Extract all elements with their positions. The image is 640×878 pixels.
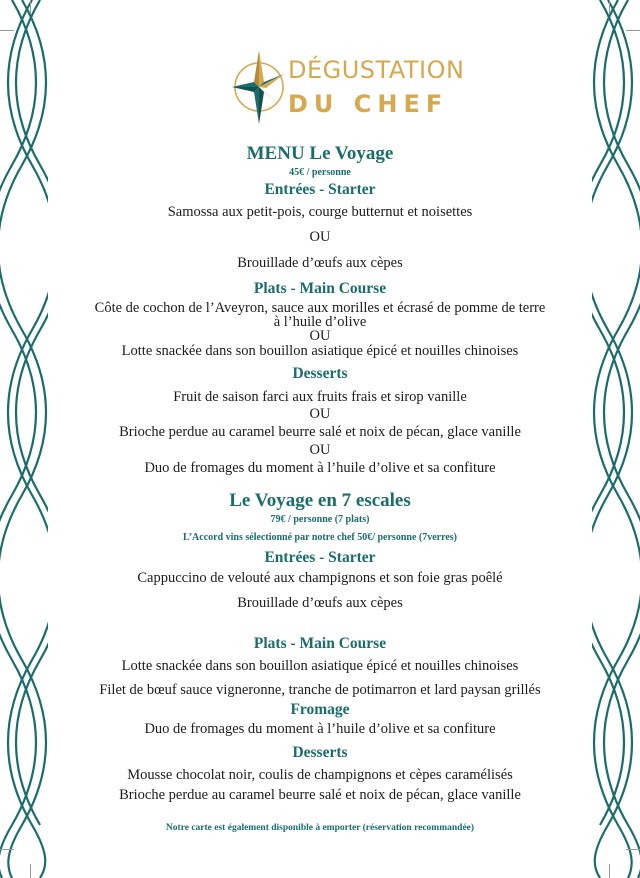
menu1-starter-1: Samossa aux petit-pois, courge butternut et noisettes bbox=[167, 204, 473, 220]
menu2-cheese-item: Duo de fromages du moment à l’huile d’olive et sa confiture bbox=[144, 721, 496, 737]
crop-mark bbox=[626, 30, 640, 31]
compass-rose-icon bbox=[232, 44, 286, 130]
menu2-starter-1: Cappuccino de velouté aux champignons et son foie gras poêlé bbox=[137, 570, 503, 586]
crop-mark bbox=[626, 849, 640, 850]
menu1-main-1-line-2: à l’huile d’olive bbox=[273, 314, 367, 330]
menu2-starter-2: Brouillade d’œufs aux cèpes bbox=[237, 595, 403, 611]
menu2-title: Le Voyage en 7 escales bbox=[229, 490, 411, 511]
left-wave-border bbox=[0, 0, 48, 878]
menu1-main-1-line-1: Côte de cochon de l’Aveyron, sauce aux morilles et écrasé de pomme de terre bbox=[94, 300, 546, 316]
menu1-title: MENU Le Voyage bbox=[246, 143, 394, 164]
logo-line-1: DÉGUSTATION bbox=[288, 56, 465, 84]
menu1-starter-2: Brouillade d’œufs aux cèpes bbox=[237, 255, 403, 271]
menu2-cheese-heading: Fromage bbox=[290, 701, 350, 718]
menu1-starters-or: OU bbox=[309, 229, 331, 245]
menu1-main-2: Lotte snackée dans son bouillon asiatique épicé et nouilles chinoises bbox=[121, 343, 519, 359]
menu1-desserts-heading: Desserts bbox=[292, 365, 348, 382]
menu1-desserts-or-1: OU bbox=[309, 406, 331, 422]
menu1-price: 45€ / personne bbox=[289, 167, 351, 178]
menu1-dessert-1: Fruit de saison farci aux fruits frais et sirop vanille bbox=[173, 389, 467, 405]
logo-line-2: DU CHEF bbox=[288, 90, 449, 118]
crop-mark bbox=[30, 864, 31, 878]
crop-mark bbox=[609, 0, 610, 14]
crop-mark bbox=[0, 849, 14, 850]
menu1-dessert-2: Brioche perdue au caramel beurre salé et noix de pécan, glace vanille bbox=[119, 424, 521, 440]
menu1-mains-heading: Plats - Main Course bbox=[253, 280, 387, 297]
right-wave-border bbox=[592, 0, 640, 878]
menu2-main-2: Filet de bœuf sauce vigneronne, tranche de potimarron et lard paysan grillés bbox=[99, 682, 541, 698]
menu2-starters-heading: Entrées - Starter bbox=[264, 549, 376, 566]
menu1-mains-or: OU bbox=[309, 328, 331, 344]
menu2-desserts-heading: Desserts bbox=[292, 744, 348, 761]
menu2-main-1: Lotte snackée dans son bouillon asiatique épicé et nouilles chinoises bbox=[121, 658, 519, 674]
crop-mark bbox=[0, 30, 14, 31]
crop-mark bbox=[609, 864, 610, 878]
menu1-desserts-or-2: OU bbox=[309, 442, 331, 458]
menu2-wine-pairing: L’Accord vins sélectionné par notre chef 50€/ personne (7verres) bbox=[182, 532, 458, 543]
menu2-mains-heading: Plats - Main Course bbox=[253, 635, 387, 652]
menu2-dessert-1: Mousse chocolat noir, coulis de champignons et cèpes caramélisés bbox=[127, 767, 513, 783]
menu1-dessert-3: Duo de fromages du moment à l’huile d’olive et sa confiture bbox=[144, 460, 496, 476]
crop-mark bbox=[30, 0, 31, 14]
logo bbox=[232, 44, 465, 130]
menu1-starters-heading: Entrées - Starter bbox=[264, 181, 376, 198]
menu2-dessert-2: Brioche perdue au caramel beurre salé et noix de pécan, glace vanille bbox=[119, 787, 521, 803]
menu2-price: 79€ / personne (7 plats) bbox=[270, 514, 370, 525]
footer-note: Notre carte est également disponible à emporter (réservation recommandée) bbox=[165, 823, 475, 833]
